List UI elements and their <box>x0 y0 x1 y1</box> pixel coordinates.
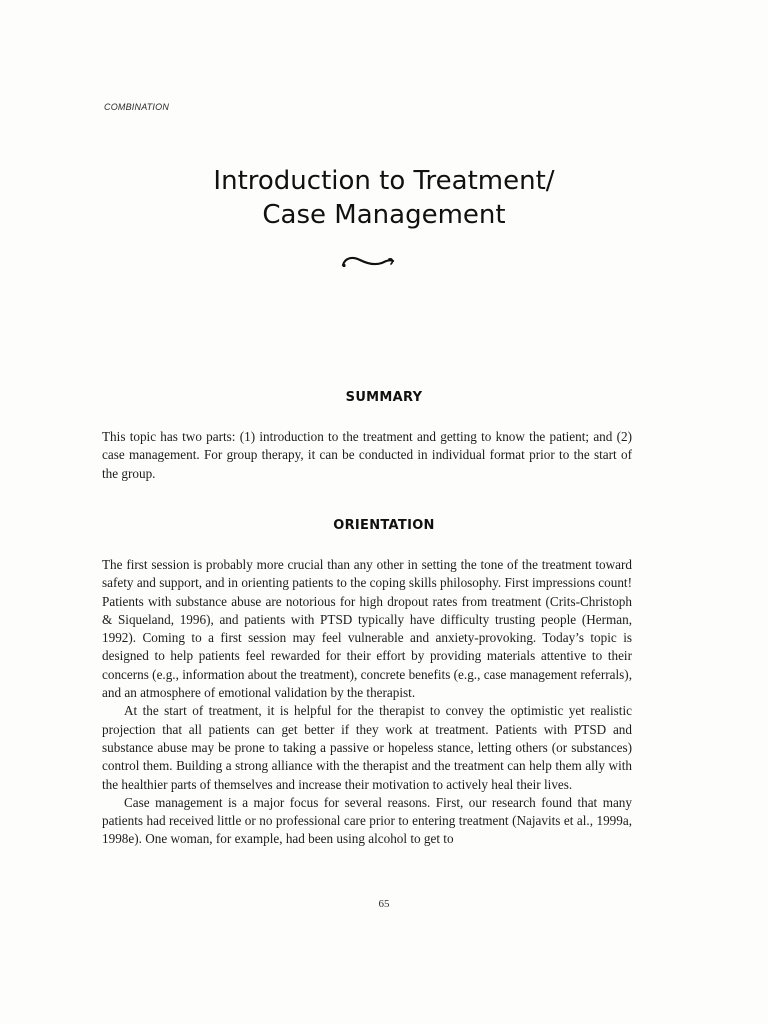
orientation-paragraph-1: The first session is probably more crucial than any other in setting the tone of the treatment toward safety and support, and in orienting patients to the coping skills philosophy. First impressions count! Patients with substance abuse are notorious for high dropout rates from treatment (Crits-Christoph & Siqueland, 1996), and patients with PTSD typically have difficulty trusting people (Herman, 1992). Coming to a first session may feel vulnerable and anxiety-provoking. Today’s topic is designed to help patients feel rewarded for their effort by providing materials attentive to their concerns (e.g., information about the treatment), concrete benefits (e.g., case management referrals), and an atmosphere of emotional validation by the therapist. <box>102 557 632 701</box>
chapter-title <box>0 164 768 232</box>
chapter-title-line-1: Introduction to Treatment/ <box>213 166 555 196</box>
summary-paragraph: This topic has two parts: (1) introduction to the treatment and getting to know the patient; and (2) case management. For group therapy, it can be conducted in individual format prior to the start of the group. <box>102 429 632 481</box>
page-number: 65 <box>378 898 390 910</box>
orientation-paragraph-2: At the start of treatment, it is helpful for the therapist to convey the optimistic yet realistic projection that all patients can get better if they work at treatment. Patients with PTSD and substance abuse may be prone to taking a passive or hopeless stance, letting others (or substances) control them. Building a strong alliance with the therapist and the treatment can help them ally with the healthier parts of themselves and increase their motivation to actively heal their lives. <box>102 703 632 792</box>
summary-heading: SUMMARY <box>345 390 423 405</box>
orientation-paragraph-3: Case management is a major focus for several reasons. First, our research found that many patients had received little or no professional care prior to entering treatment (Najavits et al., 1999a, 1998e). One woman, for example, had been using alcohol to get to <box>102 794 632 847</box>
chapter-title-line-2: Case Management <box>262 200 506 230</box>
orientation-body <box>102 556 632 849</box>
tilde-swash-ornament-icon <box>340 252 396 270</box>
running-head: COMBINATION <box>104 102 170 112</box>
summary-body <box>102 428 632 483</box>
orientation-heading: ORIENTATION <box>333 518 435 533</box>
